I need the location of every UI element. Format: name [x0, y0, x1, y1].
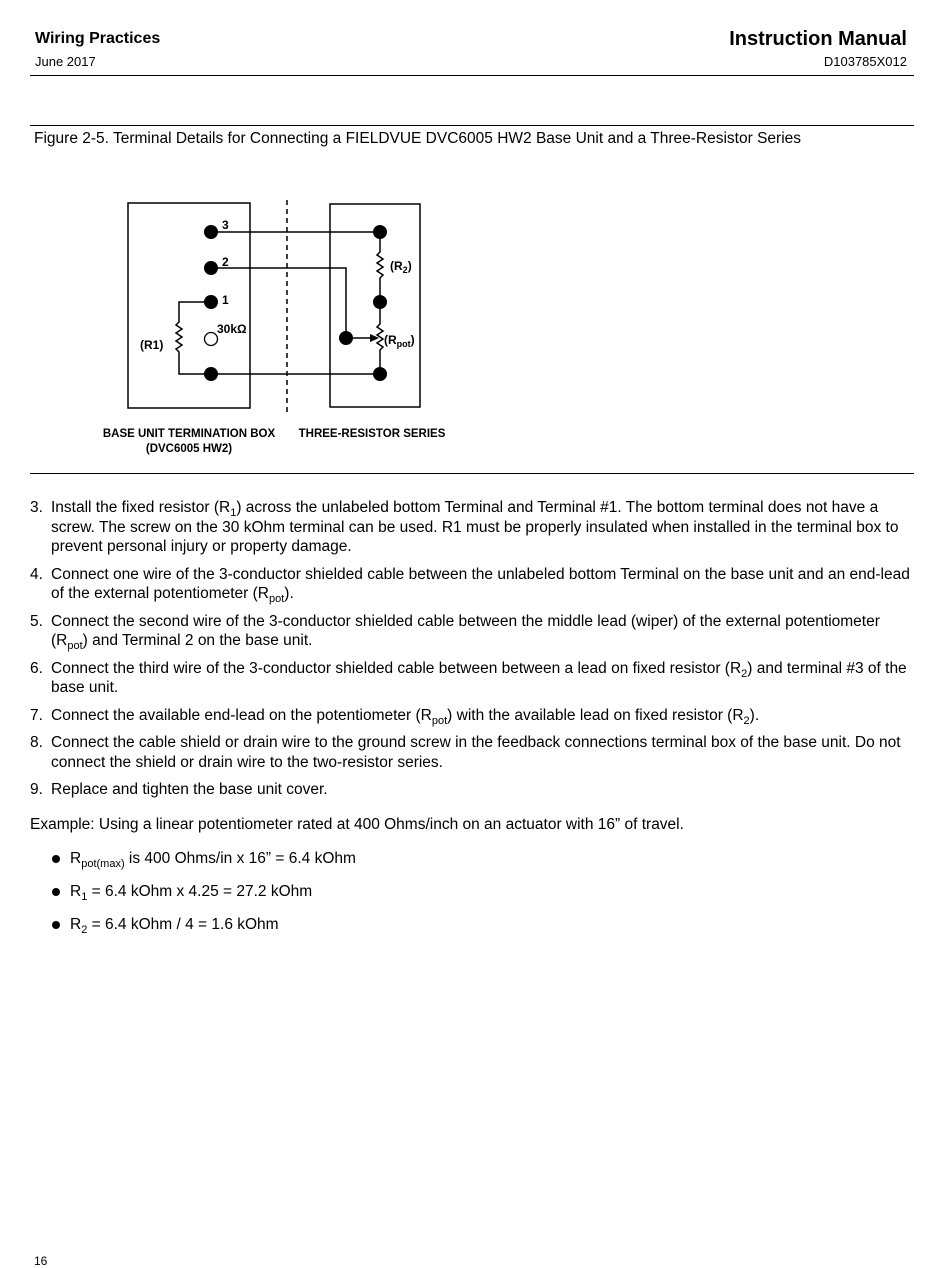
terminal-2-dot — [204, 261, 218, 275]
list-item: $R_2 = 6.4$ kOhm / 4 = 1.6 kOhm — [50, 914, 356, 947]
terminal-3-label: 3 — [222, 218, 229, 232]
instruction-steps — [30, 498, 920, 808]
list-item: 6. Connect the third wire of the 3-conductor shielded cable between between a lead on fixed resistor $(R_2)$ and terminal #3 of the base unit. — [30, 659, 907, 696]
figure-caption: Figure 2-5. Terminal Details for Connecting a FIELDVUE DVC6005 HW2 Base Unit and a Three-Resistor Series — [34, 130, 802, 147]
base-unit-label: BASE UNIT TERMINATION BOX (DVC6005 HW2) — [102, 428, 276, 455]
list-item: $R_1 = 6.4$ kOhm x 4.25 = 27.2 kOhm — [50, 881, 356, 914]
page-number: 16 — [34, 1254, 48, 1268]
publication-date: June 2017 — [35, 54, 96, 69]
document-number: D103785X012 — [823, 54, 907, 69]
example-calculations — [50, 848, 356, 947]
list-item: 5. Connect the second wire of the 3-conductor shielded cable between the middle lead (wiper) of the external potentiometer $(R_{pot})$ and Terminal 2 on the base unit. — [30, 612, 880, 652]
r2-label: $(R_2)$ — [390, 259, 412, 275]
series-label: THREE-RESISTOR SERIES — [298, 428, 446, 440]
list-item: 9. Replace and tighten the base unit cover. — [30, 781, 328, 798]
series-node-middle — [373, 295, 387, 309]
terminal-30k-open-dot — [205, 333, 218, 346]
figure-top-rule — [30, 125, 914, 126]
rpot-label: $(R_{pot})$ — [384, 333, 415, 349]
terminal-2-label: 2 — [222, 255, 229, 269]
series-node-top — [373, 225, 387, 239]
r2-resistor-icon — [377, 232, 383, 302]
series-node-bottom — [373, 367, 387, 381]
figure-bottom-rule — [30, 473, 914, 474]
list-item: 7. Connect the available end-lead on the potentiometer $(R_{pot})$ with the available lead on fixed resistor $(R_2)$. — [30, 706, 760, 727]
r1-label: (R1) — [140, 338, 164, 352]
header-rule — [30, 75, 914, 76]
example-heading: Example: Using a linear potentiometer rated at 400 Ohms/inch on an actuator with 16” of travel. — [30, 816, 684, 833]
bullet-icon — [52, 855, 60, 863]
list-item: 8. Connect the cable shield or drain wire to the ground screw in the feedback connections terminal box of the base unit. Do not connect the shield or drain wire to the two-resistor series. — [30, 734, 901, 771]
terminal-bottom-dot — [204, 367, 218, 381]
terminal-1-label: 1 — [222, 293, 229, 307]
manual-title: Instruction Manual — [729, 28, 907, 50]
terminal-1-dot — [204, 295, 218, 309]
list-item: 4. Connect one wire of the 3-conductor shielded cable between the unlabeled bottom Terminal on the base unit and an end-lead of the external potentiometer $(R_{pot})$. — [30, 565, 910, 605]
list-item: $R_{pot(max)}$ is 400 Ohms/in x 16” = 6.4 kOhm — [50, 848, 356, 881]
bullet-icon — [52, 888, 60, 896]
base-unit-box — [128, 203, 250, 408]
bullet-icon — [52, 921, 60, 929]
section-title: Wiring Practices — [35, 30, 161, 47]
terminal-30k-label: 30kΩ — [217, 322, 247, 336]
wiper-node — [339, 331, 353, 345]
terminal-3-dot — [204, 225, 218, 239]
list-item: 3. Install the fixed resistor $(R_1)$ across the unlabeled bottom Terminal and Terminal #1. The bottom terminal does not have a screw. The screw on the 30 kOhm terminal can be used. R1 must be properly insulated when installed in the terminal box to prevent personal injury or property damage. — [30, 499, 899, 555]
